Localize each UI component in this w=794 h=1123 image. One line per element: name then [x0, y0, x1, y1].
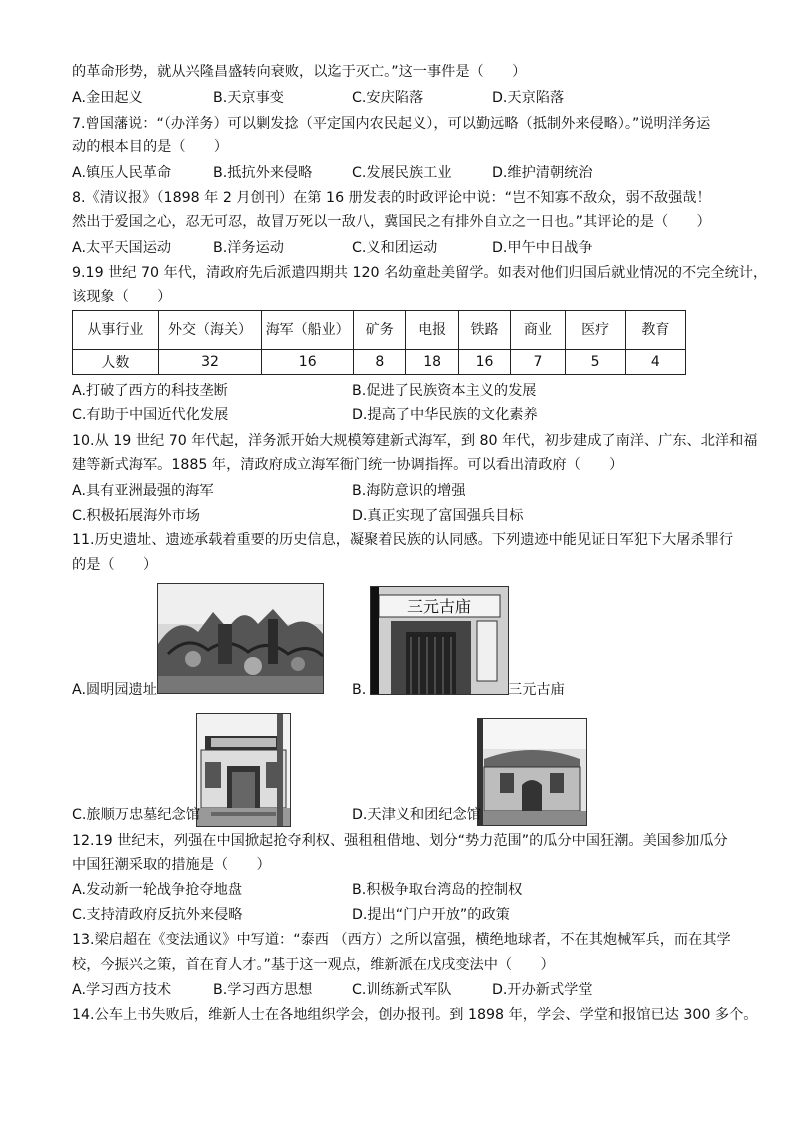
q12-option-d[interactable]: D.提出“门户开放”的政策: [352, 907, 510, 923]
q8-option-a[interactable]: A.太平天国运动: [72, 240, 172, 256]
q7-options: [72, 163, 732, 183]
q11-stem-line2: 的是（ ）: [72, 557, 158, 573]
q9-table-cell: 8: [354, 350, 406, 375]
q13-option-a[interactable]: A.学习西方技术: [72, 982, 172, 998]
q9-table-header: 海军（船业）: [262, 311, 354, 350]
q11-option-b[interactable]: B.: [352, 682, 367, 698]
q7-option-b[interactable]: B.抵抗外来侵略: [213, 165, 313, 181]
q9-table: [72, 310, 686, 375]
q7-option-a[interactable]: A.镇压人民革命: [72, 165, 172, 181]
q10-option-a[interactable]: A.具有亚洲最强的海军: [72, 483, 214, 499]
q10-stem-line1: 10.从 19 世纪 70 年代起，洋务派开始大规模筹建新式海军，到 80 年代，初步建成了南洋、广东、北洋和福: [72, 433, 758, 449]
q12-option-a[interactable]: A.发动新一轮战争抢夺地盘: [72, 882, 243, 898]
q13-option-c[interactable]: C.训练新式军队: [352, 982, 452, 998]
q13-options: [72, 980, 732, 1000]
q9-table-cell: 18: [406, 350, 458, 375]
q10-option-d[interactable]: D.真正实现了富国强兵目标: [352, 508, 524, 524]
q9-stem-line2: 该现象（ ）: [72, 289, 172, 305]
q8-stem-line2: 然出于爱国之心，忍无可忍，故冒万死以一敌八，冀国民之有排外自立之一日也。”其评论的是（ ）: [72, 214, 711, 230]
q8-option-c[interactable]: C.义和团运动: [352, 240, 438, 256]
q9-table-header: 矿务: [354, 311, 406, 350]
q14-stem-line1: 14.公车上书失败后，维新人士在各地组织学会，创办报刊。到 1898 年，学会、学堂和报馆已达 300 多个。: [72, 1007, 758, 1023]
q12-options-row2: [72, 905, 732, 925]
q11-option-d[interactable]: D.天津义和团纪念馆: [352, 807, 481, 823]
q10-option-b[interactable]: B.海防意识的增强: [352, 483, 466, 499]
q8-option-d[interactable]: D.甲午中日战争: [492, 240, 593, 256]
q9-table-header: 从事行业: [73, 311, 159, 350]
q9-table-header-row: [73, 311, 686, 350]
q6-option-b[interactable]: B.天京事变: [213, 90, 284, 106]
q9-table-header: 外交（海关）: [158, 311, 262, 350]
q9-option-d[interactable]: D.提高了中华民族的文化素养: [352, 407, 538, 423]
q11-option-b-caption: 三元古庙: [508, 682, 565, 698]
q9-option-c[interactable]: C.有助于中国近代化发展: [72, 407, 229, 423]
q9-table-cell: 4: [625, 350, 685, 375]
q13-stem-line1: 13.梁启超在《变法通议》中写道：“泰西 （西方）之所以富强，横绝地球者，不在其炮械军兵，而在其学: [72, 932, 731, 948]
q13-stem-line2: 校，今振兴之策，首在育人才。”基于这一观点，维新派在戊戌变法中（ ）: [72, 957, 555, 973]
q9-stem-line1: 9.19 世纪 70 年代，清政府先后派遣四期共 120 名幼童赴美留学。如表对他们归国后就业情况的不完全统计，: [72, 265, 768, 281]
q9-table-header: 电报: [406, 311, 458, 350]
q9-table-cell: 32: [158, 350, 262, 375]
sanyuan-temple-photo[interactable]: [370, 586, 509, 695]
q9-options-row2: [72, 405, 732, 425]
lushun-wanzhongmu-memorial-photo[interactable]: [196, 713, 291, 827]
q13-option-b[interactable]: B.学习西方思想: [213, 982, 313, 998]
q6-options: [72, 88, 732, 108]
q9-option-a[interactable]: A.打破了西方的科技垄断: [72, 383, 228, 399]
q6-stem: 的革命形势，就从兴隆昌盛转向衰败，以迄于灭亡。”这一事件是（ ）: [72, 64, 527, 80]
q10-option-c[interactable]: C.积极拓展海外市场: [72, 508, 200, 524]
q12-option-b[interactable]: B.积极争取台湾岛的控制权: [352, 882, 523, 898]
q10-options-row2: [72, 506, 732, 526]
q11-option-c[interactable]: C.旅顺万忠墓纪念馆: [72, 807, 200, 823]
q9-option-b[interactable]: B.促进了民族资本主义的发展: [352, 383, 537, 399]
q9-options: [72, 381, 732, 401]
q9-table-header: 教育: [625, 311, 685, 350]
q12-option-c[interactable]: C.支持清政府反抗外来侵略: [72, 907, 243, 923]
q10-stem-line2: 建等新式海军。1885 年，清政府成立海军衙门统一协调指挥。可以看出清政府（ ）: [72, 457, 624, 473]
yuanmingyuan-ruins-photo[interactable]: [157, 583, 324, 694]
q9-table-cell: 16: [262, 350, 354, 375]
q9-table-cell: 人数: [73, 350, 159, 375]
q7-stem-line2: 动的根本目的是（ ）: [72, 139, 229, 155]
tianjin-boxer-memorial-photo[interactable]: [477, 718, 587, 826]
q6-option-d[interactable]: D.天京陷落: [492, 90, 565, 106]
q7-option-d[interactable]: D.维护清朝统治: [492, 165, 593, 181]
q9-table-header: 铁路: [458, 311, 510, 350]
q8-stem-line1: 8.《清议报》（1898 年 2 月创刊）在第 16 册发表的时政评论中说：“岂不知寡不敌众，弱不敌强哉！: [72, 190, 711, 206]
q12-stem-line1: 12.19 世纪末，列强在中国掀起抢夺利权、强租租借地、划分“势力范围”的瓜分中国狂潮。美国参加瓜分: [72, 833, 728, 849]
q9-table-cell: 7: [511, 350, 565, 375]
q6-option-c[interactable]: C.安庆陷落: [352, 90, 424, 106]
temple-sign-text: 三元古庙: [406, 597, 472, 616]
q9-table-row: [73, 350, 686, 375]
q9-table-header: 商业: [511, 311, 565, 350]
q9-table-cell: 5: [565, 350, 625, 375]
q8-options: [72, 238, 732, 258]
q8-option-b[interactable]: B.洋务运动: [213, 240, 284, 256]
q6-option-a[interactable]: A.金田起义: [72, 90, 143, 106]
q9-table-header: 医疗: [565, 311, 625, 350]
q9-table-cell: 16: [458, 350, 510, 375]
q7-stem-line1: 7.曾国藩说：“（办洋务）可以剿发捻（平定国内农民起义），可以勤远略（抵制外来侵略）。”说明洋务运: [72, 116, 711, 132]
q10-options: [72, 481, 732, 501]
q12-options: [72, 880, 732, 900]
q11-stem-line1: 11.历史遗址、遗迹承载着重要的历史信息，凝聚着民族的认同感。下列遗迹中能见证日军犯下大屠杀罪行: [72, 532, 734, 548]
q13-option-d[interactable]: D.开办新式学堂: [492, 982, 593, 998]
q11-option-a[interactable]: A.圆明园遗址: [72, 682, 157, 698]
q7-option-c[interactable]: C.发展民族工业: [352, 165, 452, 181]
q12-stem-line2: 中国狂潮采取的措施是（ ）: [72, 857, 271, 873]
